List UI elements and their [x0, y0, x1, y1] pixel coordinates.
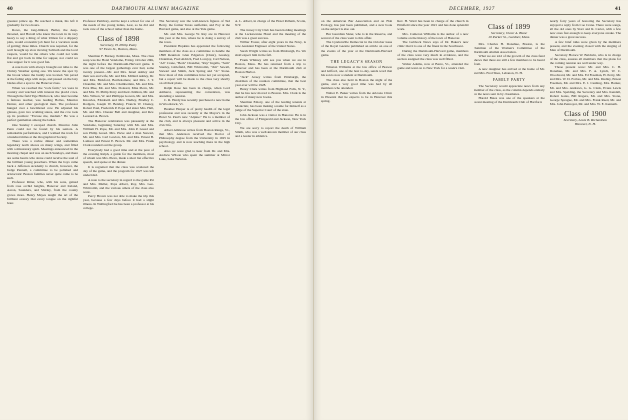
left-page-header: [7, 6, 306, 15]
paragraph: We are sorry to report the death of William Smith, who was a well-known member of our class and a leader in athletics.: [235, 125, 306, 138]
paragraph: Mrs. Charles H. Donahue, Boston, is the chairman of the Women's Committee of the Dartmouth Alumni Association.: [473, 41, 545, 54]
paragraph: Those present were: Mr. and Mrs. C. H. Donahue, Mr. and Mrs. F. A. Lynch, W. C. Woodward, Mr. and Mrs. Ed Freeman, H. Perry, Mr. and Mrs. W. D. Forbes, Mr. and Mrs. Dudley, Ernest Freeman, Mr. and Mrs. E. J. Cushing, Mrs. Barker, Mr. and Mrs. Andrews, G. G. Clark, Evans Lewis and Mrs. Spalding, the Secretary and Mrs. Kendall, Robert Gates, Bill Rogers, Mr. and Mrs. Stone, George Sprague, Mr. and Mrs. Frank Reed, Mr. and Mrs. John Pennoyer, Mr. and Mrs. W. E. Kenneth.: [549, 65, 621, 106]
section-heading-1900: [550, 110, 621, 127]
paragraph: Rev. H. Ward has been in charge of the church in Pittsfield since the year 1921 and has done splendid work.: [397, 19, 469, 32]
paragraph: A rear-born with always brought our talks to the Christy Weather spring one. We knew the spot by the brook where the buddy was located. We paved at the fading edge with steps, and passed on the lazy blades after a spot to the Hanover rises.: [7, 64, 78, 85]
paragraph: Sherman Emory, one of the leading tenants at Montclair, has been making a name for himself as a judge of the Superior Court of the state.: [235, 100, 306, 113]
section-secretary: Secretary, Oscar A. Blanc: [490, 31, 528, 35]
paragraph: Professor Ritter, who, with his sons, gained from rose orchid heights, Hanover and Ireland, Aaron, Saunders, and Shirley, from the county grows more. Henry Mayes taught the art of the brilliant oratory that every tongue on the rightful hour.: [7, 180, 78, 205]
paragraph: nearly forty years of honoring the Secretary has enjoyed a reply from Coe Crane. There were songs, all the old ones by Starr and R. Carter, with a few new ones fast enough to keep everyone awake. The dinner was a great success.: [549, 19, 621, 40]
left-col-1: [7, 19, 78, 420]
paragraph: Rowe, the long-limbed, Bullet, the deep-throated, and Harold who knew the town in its very heavy to say a thing of what Ulmon for a slippery plan, would economic job hunt for a vacation week of getting; three miles. Church was required, for the well brought up slow moving Sabbath and the local vespers, would be the others who could not walk flat and got back in time for supper, nor could we note supper for it was good fun.: [7, 27, 78, 65]
right-page-columns: [321, 19, 621, 420]
paragraph: Frank Whitney will see you when we are in Boston, Mass. He has returned from a trip to Hanover and has been at the Dartmouth club at Boston Harbor.: [235, 57, 306, 74]
paragraph: Sarah Wright writes us from Pittsburgh, Pa. We shall expect him in the fall.: [235, 49, 306, 58]
paragraph: A. L. Albert, in charge of the Hotel Pelham, Scotia, N.Y.: [235, 19, 306, 28]
paragraph: Wilbur Foster, after eight years in the Navy, is now Assistant Engineer of the United States.: [235, 40, 306, 49]
section-heading-1898: [83, 35, 154, 52]
paragraph: A few brief talks were given by the members present, and the evening closed with the singing of Men of Dartmouth.: [549, 39, 621, 52]
section-secretary: Secretary, Louis B. Richardson: [563, 117, 608, 122]
paragraph: Sherman F. Burney, Pembroke, Mass. The class soup was the Hotel Vendome, Friday, October 29th, the night before the Dartmouth-Harvard game. It was one of the largest gatherings ever had, some twenty present—Mr. and Mrs. Israel Ashley and their son and wife, Mr. and Mrs. Millard Ashley, Dr. and Mrs. Bickford, Bartholomew, and Mrs. J. T. Chandler, Mr. and Mrs. Chamberlain, Mr. and Mrs. Ezra Pike, Mr. and Mrs. Doleard, Miss Pieve, Mr. and Mrs. W. Philip Perry and their children, Mr. and Mrs. Wilson, W. and Phillippa Gowen, Mr. and Mrs. Knowles, Elizabeth and Mrs. Dudley, Bradley C. Rodgers, Joseph W. Bentley, Francis W. Cheney, Robert Paul, Frederick P. Pope and sister Mrs. Hall, Mr. and Mrs. Chester Bell and daughter, and Rev. Leonard A. Brown.: [83, 53, 154, 119]
right-col-1: [321, 19, 392, 420]
right-page-header: [321, 6, 621, 15]
paragraph: Harold Bates was one of the speakers at the recent meeting of the Dartmouth Club of Hartford.: [473, 96, 545, 105]
paragraph: Walter E. Baker writes from the Arizona Clinic in Phoenix that he expects to be in Hanover this spring.: [321, 90, 393, 103]
section-heading-legacy: THE LEGACY'S SEASON: [330, 59, 383, 64]
paragraph: The Secretary saw the well-known figures of Ted Berry, the former Texas outfielder, and Foy at the Harvard game, and also at the Yale game.: [159, 19, 230, 32]
right-col-2: [397, 19, 468, 420]
paragraph: on the American Bar Association and on Fish Ecology, has just been published, and a new book on the subject is also out.: [321, 19, 393, 32]
paragraph: What we are told of the growth of the class fund shows that there are still a few members to be heard from.: [473, 54, 545, 67]
paragraph: Her Guardian Sister, who is in the Reserve, and several of the class went to this affair.: [321, 31, 393, 40]
paragraph: Albert Ambrose writes from Boston Range, Vt., that Mrs. Anderson received the Doctor of Philosophy degree from the University in 1925 in psychology, and is now teaching there in the high school.: [159, 127, 230, 148]
left-page-running-title: DARTMOUTH ALUMNI MAGAZINE: [111, 7, 200, 12]
paragraph: During the Dartmouth-Harvard game, members of the class were very much in evidence, and the section assigned the class was well filled.: [397, 49, 469, 62]
paragraph: When we reached the "rock farm," we were in country and watched with interest the placid cows. Through the field Tige Hitchcock, who later became a famous teacher, was leading Bolles, Maurice Dexter, and other geological men. The professor hunged over a bewildered cow. He adjusted his glasses, gave two scathing stares, and the cow took up its position: "Excuse me, madam." He was a perfect gentleman among the ladies.: [7, 85, 78, 122]
section-title: Class of 1900: [564, 109, 607, 118]
paragraph: The Lubbock News says of Dr. Baker's new clinic that it is one of the finest in the Southwest.: [397, 40, 469, 49]
paragraph: A new daughter has arrived at the home of Mr. and Mrs. Fred Shea, Lebanon, N. H.: [473, 67, 545, 76]
section-address: 97 Essex St., Boston, Mass.: [99, 47, 138, 52]
section-title: Class of 1898: [97, 35, 140, 44]
paragraph: Mrs. Cameron Williams is the author of a new volume on the history of the town of Hanover.: [397, 31, 469, 40]
paragraph: Henry Clark writes from Highland Falls, N. Y., that he has now moved to Boston. Mrs. Clark is the author of many new books.: [235, 87, 306, 100]
section-title: Class of 1899: [488, 23, 531, 31]
paragraph: President Hopkins has appointed the following members of the class as a committee to handle the 1898 Reunion: Glen Edgerton (Chair), Greeley, Chairman, Fred Aldrich, Fred Lovejoy, Carl Nelson, "Ab" Crane, "Beck" Chandler, "Ray" Ingalls, "Sam" Stanley, Littlefield, Bill Whitcomb, "Jim" Sewall, Stewart and Smith, Jack Spring and "Jo" Stone. Now most of this committee have not yet accepted, but a report will be made to the class very shortly on all their plans.: [159, 44, 230, 85]
left-col-3: [159, 19, 230, 420]
paragraph: It is regretted that the class was scattered the day of the game, and the program for 1927 was left undecided.: [83, 164, 154, 177]
paragraph: One Sunday I escaped church. Maurice John Penn could not be found by his seniors. A remarkable performance, and I walked the track for a hundred miles at the Orographical Society.: [7, 122, 78, 139]
paragraph: John Jackson was a visitor in Hanover. He is in the law office of Fitzgerald and Jackson, New York City.: [235, 112, 306, 125]
paragraph: Mr. and Mrs. George W. Ray are in Hanover this year at the Inn, where he is doing a survey of the town.: [159, 31, 230, 44]
right-col-3: [474, 19, 545, 420]
right-page-running-title: DECEMBER, 1927: [449, 7, 495, 12]
section-heading-1899: [474, 23, 545, 40]
left-page-number: 40: [7, 6, 13, 12]
right-page: [314, 0, 628, 420]
section-secretary: Secretary, H. Philip Patey: [100, 43, 137, 48]
paragraph: "Jack" Jersey writes from Pittsburgh, the chairman of the reunion committee, that the best year ever will be 1928.: [235, 74, 306, 87]
right-col-4: [550, 19, 621, 420]
section-heading-family-party: FAMILY PARTY: [492, 78, 526, 83]
section-address: Hanover, N. H.: [574, 122, 596, 127]
right-page-number: 41: [614, 6, 621, 12]
paragraph: Ralph Rose has been in charge, when Lord Amherst, representing the convention, was attending a reunion.: [159, 85, 230, 98]
paragraph: Walter Adams, now at Barre, Vt., attended the game and went on to New York for a week's visit.: [397, 61, 469, 70]
paragraph: Everybody had a good time and at the pace of the evening Ralph, a guide for the members, most of whom was Mrs. Pieve, made a short but effective speech, and spoke at the dinner.: [83, 148, 154, 165]
paragraph: greatest prince up. He reached a mask, his left it gradually for two hours.: [7, 19, 78, 28]
paragraph: Heather Harper is of pretty health of the legal profession and was recently at the Mayor's in the Hotel St. Paul's new "Alpine." He is a member of the club, and is always pleasant and active in the civic life.: [159, 106, 230, 128]
paragraph: A note to the secretary in regard to the game Pat and Mrs. Muller, Pops Albert, Roy, Mrs. Geo. Whitcomb, and the various others of the class also went.: [83, 177, 154, 194]
paragraph: Also we were glad to hear from Dr. and Mrs. Andrew Wilson who spent the summer at Mirror Lake, Lake Tarleton.: [159, 148, 230, 161]
paragraph: The Secretary would appreciate news from any member of the class, as the column depends entirely on the news sent in by classmates.: [473, 83, 545, 96]
section-address: 10 Parker St., Gardner, Mass.: [488, 35, 531, 40]
left-col-2: [83, 19, 154, 420]
left-col-4: [235, 19, 306, 420]
left-page-columns: [7, 19, 306, 420]
paragraph: The Lyndonville Democrat in the October issue of the Royal Gazette published an article on one of the events of the year at the Dartmouth-Harvard game.: [321, 40, 393, 57]
paragraph: The Hanover celebration was pleasantly at the Vendome, beginning Saturday with Mr. and Mrs. William H. Pope, Mr. and Mrs. John P. Greed and son Philip Greed. Mrs. Pieve and a man Stewart, Mr. and Mrs. Carl Lawton, Mr. and Mrs. Ernest B. Lamson and Ernest E. Brown. Mr. and Mrs. Frank Clark rounded out the group.: [83, 119, 154, 148]
paragraph: Winston Williams at the law office of Brewer and Gifford, one of the best to-day, sends word that his son is now a student at Dartmouth.: [321, 65, 393, 78]
paragraph: Secretary Horace W. Baldwin, who is in charge of the class, assures all members that the plans for the coming reunion are well under way.: [549, 52, 621, 65]
paragraph: The class also held in Boston the night of the game, and a very good time was had by all members who attended.: [321, 77, 393, 90]
paragraph: There was a ravine dinner and sometimes legendary north shores on many wings, and filled with a missionary spirit. Meetings announced in the morning chapel and was on such Sundays, and there are some hearts who alone could receive the soul of the brilliant young preachers. When the boys came back a Jefferson Academy to church, however, the Judge Pennell, a committee to be polished and aristocratic Boston families never quite came to be such.: [7, 139, 78, 180]
paragraph: The Jersey City Club has been holding meetings at the Lackawanna Hotel and the meeting of the club was a great success.: [235, 27, 306, 40]
paragraph: Percy Brown was not able to make the trip this year, because a few days before it had a slight illness. In Wallingford he has been a professor at his college.: [83, 194, 154, 211]
paragraph: C. R. Hardy has recently purchased a new home in Woodstock, Vt.: [159, 98, 230, 107]
paragraph: Professor Pembrey, and he kept a school for one of the needs of the young ladies, Lear, so he did and took care of the school rather than the home.: [83, 19, 154, 32]
